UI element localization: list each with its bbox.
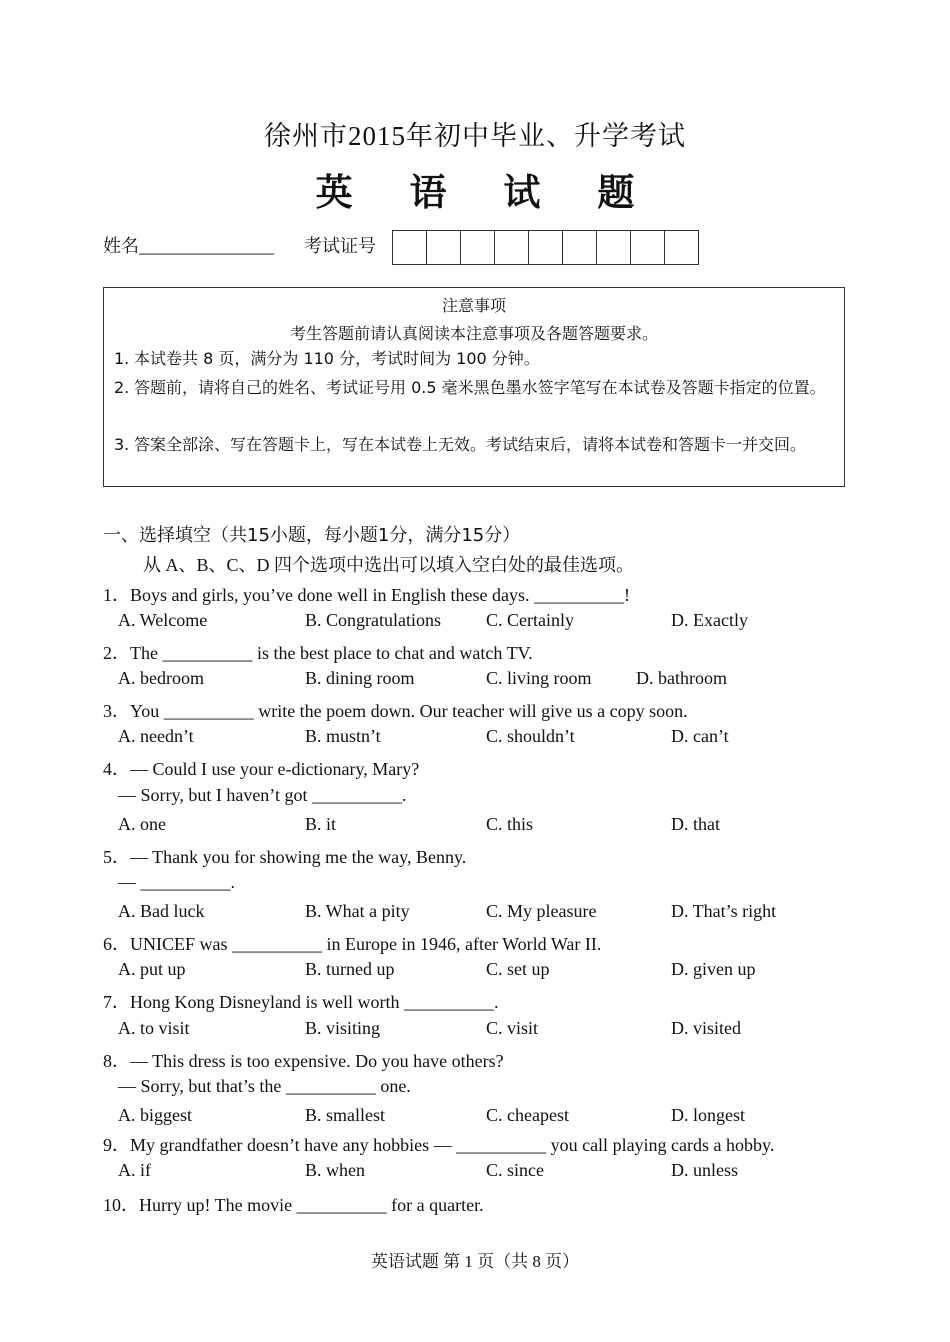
option-b: B. smallest bbox=[305, 1105, 385, 1125]
subject-title: 英 语 试 题 bbox=[315, 171, 657, 214]
option-a: A. bedroom bbox=[118, 668, 204, 688]
question-stem: 8．— This dress is too expensive. Do you have others? bbox=[103, 1051, 504, 1071]
notice-item-text: 答案全部涂、写在答题卡上，写在本试卷上无效。考试结束后，请将本试卷和答题卡一并交回。 bbox=[134, 435, 807, 454]
option-b: B. it bbox=[305, 814, 337, 834]
option-c: C. since bbox=[486, 1160, 544, 1180]
notice-item-number: 3. bbox=[114, 435, 130, 454]
notice-item-number: 2. bbox=[114, 378, 130, 397]
question-stem: 2．The __________ is the best place to chat and watch TV. bbox=[103, 643, 533, 663]
option-b: B. when bbox=[305, 1160, 365, 1180]
id-box bbox=[529, 231, 563, 264]
id-box bbox=[393, 231, 427, 264]
question-stem: 4．— Could I use your e-dictionary, Mary? bbox=[103, 759, 420, 779]
option-a: A. Welcome bbox=[118, 610, 208, 630]
option-b: B. visiting bbox=[305, 1018, 381, 1038]
notice-subheading: 考生答题前请认真阅读本注意事项及各题答题要求。 bbox=[289, 324, 658, 343]
option-d: D. longest bbox=[671, 1105, 745, 1125]
option-c: C. visit bbox=[486, 1018, 539, 1038]
exam-id-label: 考试证号 bbox=[304, 236, 376, 256]
option-d: D. Exactly bbox=[671, 610, 748, 630]
id-box bbox=[631, 231, 665, 264]
option-c: C. this bbox=[486, 814, 534, 834]
id-box bbox=[427, 231, 461, 264]
section-instruction: 从 A、B、C、D 四个选项中选出可以填入空白处的最佳选项。 bbox=[143, 555, 635, 575]
option-a: A. biggest bbox=[118, 1105, 192, 1125]
id-box bbox=[563, 231, 597, 264]
option-c: C. set up bbox=[486, 959, 550, 979]
option-c: C. My pleasure bbox=[486, 901, 597, 921]
id-box bbox=[461, 231, 495, 264]
option-b: B. What a pity bbox=[305, 901, 410, 921]
question-stem-reply: — Sorry, but that’s the __________ one. bbox=[118, 1076, 411, 1096]
question-stem: 10．Hurry up! The movie __________ for a quarter. bbox=[103, 1195, 484, 1215]
id-box bbox=[495, 231, 529, 264]
option-a: A. if bbox=[118, 1160, 151, 1180]
option-d: D. given up bbox=[671, 959, 756, 979]
question-stem-reply: — __________. bbox=[118, 872, 235, 892]
option-d: D. that bbox=[671, 814, 720, 834]
option-c: C. Certainly bbox=[486, 610, 574, 630]
option-a: A. to visit bbox=[118, 1018, 190, 1038]
exam-id-boxes bbox=[392, 230, 699, 265]
question-stem: 1．Boys and girls, you’ve done well in English these days. __________! bbox=[103, 585, 630, 605]
option-c: C. shouldn’t bbox=[486, 726, 575, 746]
option-b: B. turned up bbox=[305, 959, 395, 979]
page-footer: 英语试题 第 1 页（共 8 页） bbox=[370, 1252, 580, 1271]
option-a: A. put up bbox=[118, 959, 186, 979]
notice-item-text: 本试卷共 8 页，满分为 110 分，考试时间为 100 分钟。 bbox=[134, 349, 540, 368]
section-title: 一、选择填空（共15小题，每小题1分，满分15分） bbox=[103, 525, 521, 546]
option-a: A. needn’t bbox=[118, 726, 194, 746]
option-d: D. can’t bbox=[671, 726, 729, 746]
option-d: D. unless bbox=[671, 1160, 738, 1180]
option-b: B. dining room bbox=[305, 668, 415, 688]
id-box bbox=[665, 231, 698, 264]
question-stem-reply: — Sorry, but I haven’t got __________. bbox=[118, 785, 407, 805]
notice-box bbox=[103, 287, 845, 487]
question-stem: 3．You __________ write the poem down. Our teacher will give us a copy soon. bbox=[103, 701, 688, 721]
option-a: A. one bbox=[118, 814, 166, 834]
exam-title: 徐州市2015年初中毕业、升学考试 bbox=[264, 121, 686, 151]
option-c: C. cheapest bbox=[486, 1105, 569, 1125]
id-box bbox=[597, 231, 631, 264]
option-d: D. bathroom bbox=[636, 668, 727, 688]
question-stem: 9．My grandfather doesn’t have any hobbies — __________ you call playing cards a hobby. bbox=[103, 1135, 775, 1155]
option-a: A. Bad luck bbox=[118, 901, 205, 921]
notice-heading: 注意事项 bbox=[441, 296, 506, 315]
name-field-label: 姓名_______________ bbox=[103, 236, 274, 256]
option-c: C. living room bbox=[486, 668, 592, 688]
option-d: D. That’s right bbox=[671, 901, 777, 921]
option-b: B. mustn’t bbox=[305, 726, 381, 746]
question-stem: 5．— Thank you for showing me the way, Benny. bbox=[103, 847, 467, 867]
question-stem: 7．Hong Kong Disneyland is well worth __________. bbox=[103, 992, 499, 1012]
question-stem: 6．UNICEF was __________ in Europe in 1946, after World War II. bbox=[103, 934, 602, 954]
notice-item-number: 1. bbox=[114, 349, 130, 368]
notice-item-text: 答题前，请将自己的姓名、考试证号用 0.5 毫米黑色墨水签字笔写在本试卷及答题卡指定的位置。 bbox=[134, 378, 826, 397]
option-d: D. visited bbox=[671, 1018, 741, 1038]
option-b: B. Congratulations bbox=[305, 610, 441, 630]
